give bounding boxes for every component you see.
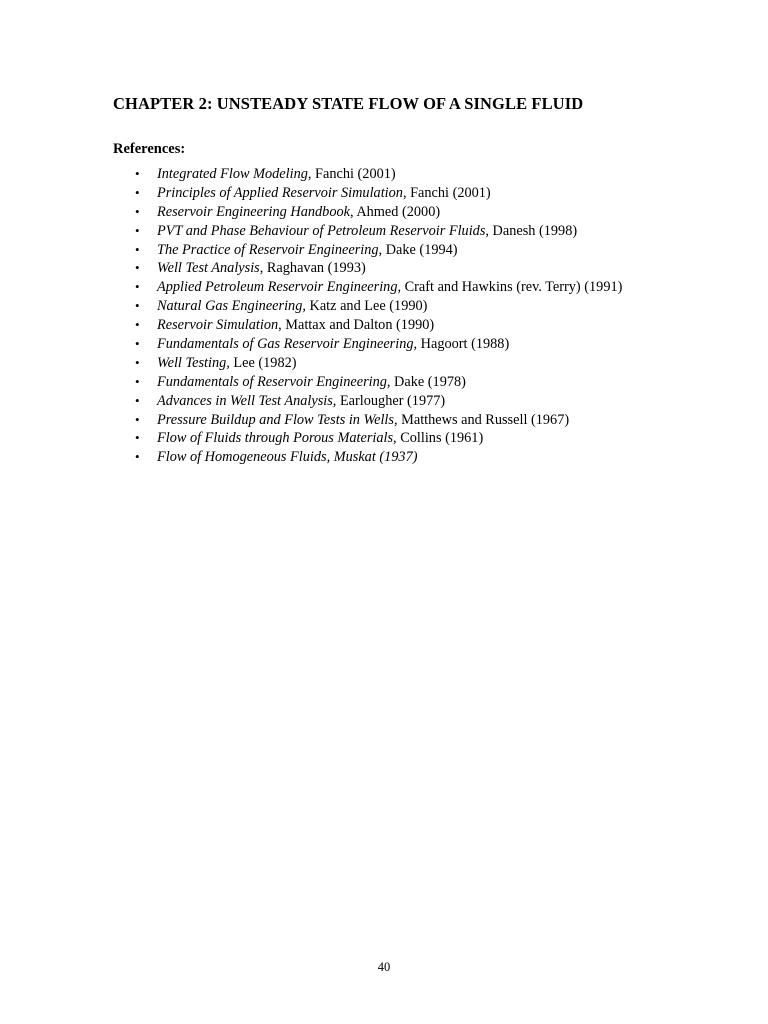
reference-text <box>157 203 440 222</box>
reference-author-year: Collins (1961) <box>396 430 484 447</box>
bullet-icon: • <box>135 430 140 446</box>
reference-author-year: , Ahmed (2000) <box>349 203 441 220</box>
reference-item <box>0 184 768 203</box>
reference-item <box>0 448 768 467</box>
reference-text <box>157 373 466 392</box>
chapter-title: CHAPTER 2: UNSTEADY STATE FLOW OF A SINGLE FLUID <box>113 94 584 113</box>
bullet-icon: • <box>135 373 140 389</box>
reference-item <box>0 222 768 241</box>
page-number: 40 <box>377 960 391 974</box>
bullet-icon: • <box>135 411 140 427</box>
reference-item <box>0 335 768 354</box>
bullet-icon: • <box>135 241 140 257</box>
reference-author-year: Fanchi (2001) <box>311 166 396 182</box>
reference-title: The Practice of Reservoir Engineering <box>157 241 379 258</box>
bullet-icon: • <box>135 336 140 352</box>
reference-item <box>0 429 768 448</box>
bullet-icon: • <box>135 298 140 314</box>
bullet-icon: • <box>135 203 140 219</box>
reference-text <box>157 354 297 373</box>
reference-title: PVT and Phase Behaviour of Petroleum Reservoir Fluids <box>157 222 486 239</box>
reference-item <box>0 165 768 184</box>
reference-item <box>0 373 768 392</box>
reference-item <box>0 241 768 260</box>
reference-item <box>0 354 768 373</box>
reference-text <box>157 278 622 297</box>
reference-text <box>157 222 577 241</box>
reference-author-year: , Craft and Hawkins (rev. Terry) (1991) <box>397 279 623 296</box>
reference-text <box>157 392 445 411</box>
reference-item <box>0 411 768 430</box>
bullet-icon: • <box>135 279 140 295</box>
reference-title: Integrated Flow Modeling, <box>157 166 312 182</box>
reference-text <box>157 241 458 260</box>
reference-text <box>157 448 418 467</box>
reference-author-year: Matthews and Russell (1967) <box>397 411 570 428</box>
bullet-icon: • <box>135 449 140 465</box>
reference-author-year: , Danesh (1998) <box>485 222 578 239</box>
reference-title: Fundamentals of Gas Reservoir Engineering <box>157 336 414 353</box>
reference-author-year: Lee (1982) <box>229 354 297 371</box>
reference-text <box>157 335 509 354</box>
bullet-icon: • <box>135 317 140 333</box>
reference-author-year: , Earlougher (1977) <box>332 392 446 409</box>
reference-text <box>157 316 434 335</box>
reference-author-year: , Mattax and Dalton (1990) <box>278 317 435 334</box>
reference-author-year: , Dake (1978) <box>386 373 466 390</box>
reference-title: Natural Gas Engineering, <box>157 298 306 315</box>
reference-text <box>157 411 569 430</box>
reference-text <box>157 259 366 278</box>
reference-item <box>0 203 768 222</box>
reference-title: Principles of Applied Reservoir Simulation <box>157 184 403 201</box>
reference-title: Well Test Analysis <box>157 260 260 277</box>
reference-item <box>0 316 768 335</box>
bullet-icon: • <box>135 184 140 200</box>
bullet-icon: • <box>135 354 140 370</box>
reference-author-year: , Fanchi (2001) <box>402 184 491 201</box>
bullet-icon: • <box>135 260 140 276</box>
reference-item <box>0 297 768 316</box>
references-list <box>0 165 768 467</box>
reference-author-year: , Hagoort (1988) <box>413 336 510 353</box>
reference-text <box>157 297 427 316</box>
reference-text <box>157 165 396 184</box>
reference-item <box>0 259 768 278</box>
bullet-icon: • <box>135 392 140 408</box>
reference-title: Advances in Well Test Analysis <box>157 392 333 409</box>
reference-author-year: , Dake (1994) <box>378 241 458 258</box>
reference-text <box>157 429 483 448</box>
reference-item <box>0 278 768 297</box>
reference-author-year: , Raghavan (1993) <box>259 260 366 277</box>
reference-text <box>157 184 491 203</box>
reference-title: Reservoir Engineering Handbook <box>157 203 350 220</box>
bullet-icon: • <box>135 166 140 181</box>
reference-author-year: Katz and Lee (1990) <box>305 298 428 315</box>
reference-title: Well Testing, <box>157 354 230 371</box>
reference-title: Reservoir Simulation <box>157 317 279 334</box>
reference-title: Flow of Homogeneous Fluids, Muskat (1937) <box>157 449 418 466</box>
reference-title: Applied Petroleum Reservoir Engineering <box>157 279 398 296</box>
reference-title: Fundamentals of Reservoir Engineering <box>157 373 387 390</box>
bullet-icon: • <box>135 222 140 238</box>
reference-title: Flow of Fluids through Porous Materials, <box>157 430 397 447</box>
reference-title: Pressure Buildup and Flow Tests in Wells, <box>157 411 398 428</box>
references-heading: References: <box>113 141 186 157</box>
reference-item <box>0 392 768 411</box>
